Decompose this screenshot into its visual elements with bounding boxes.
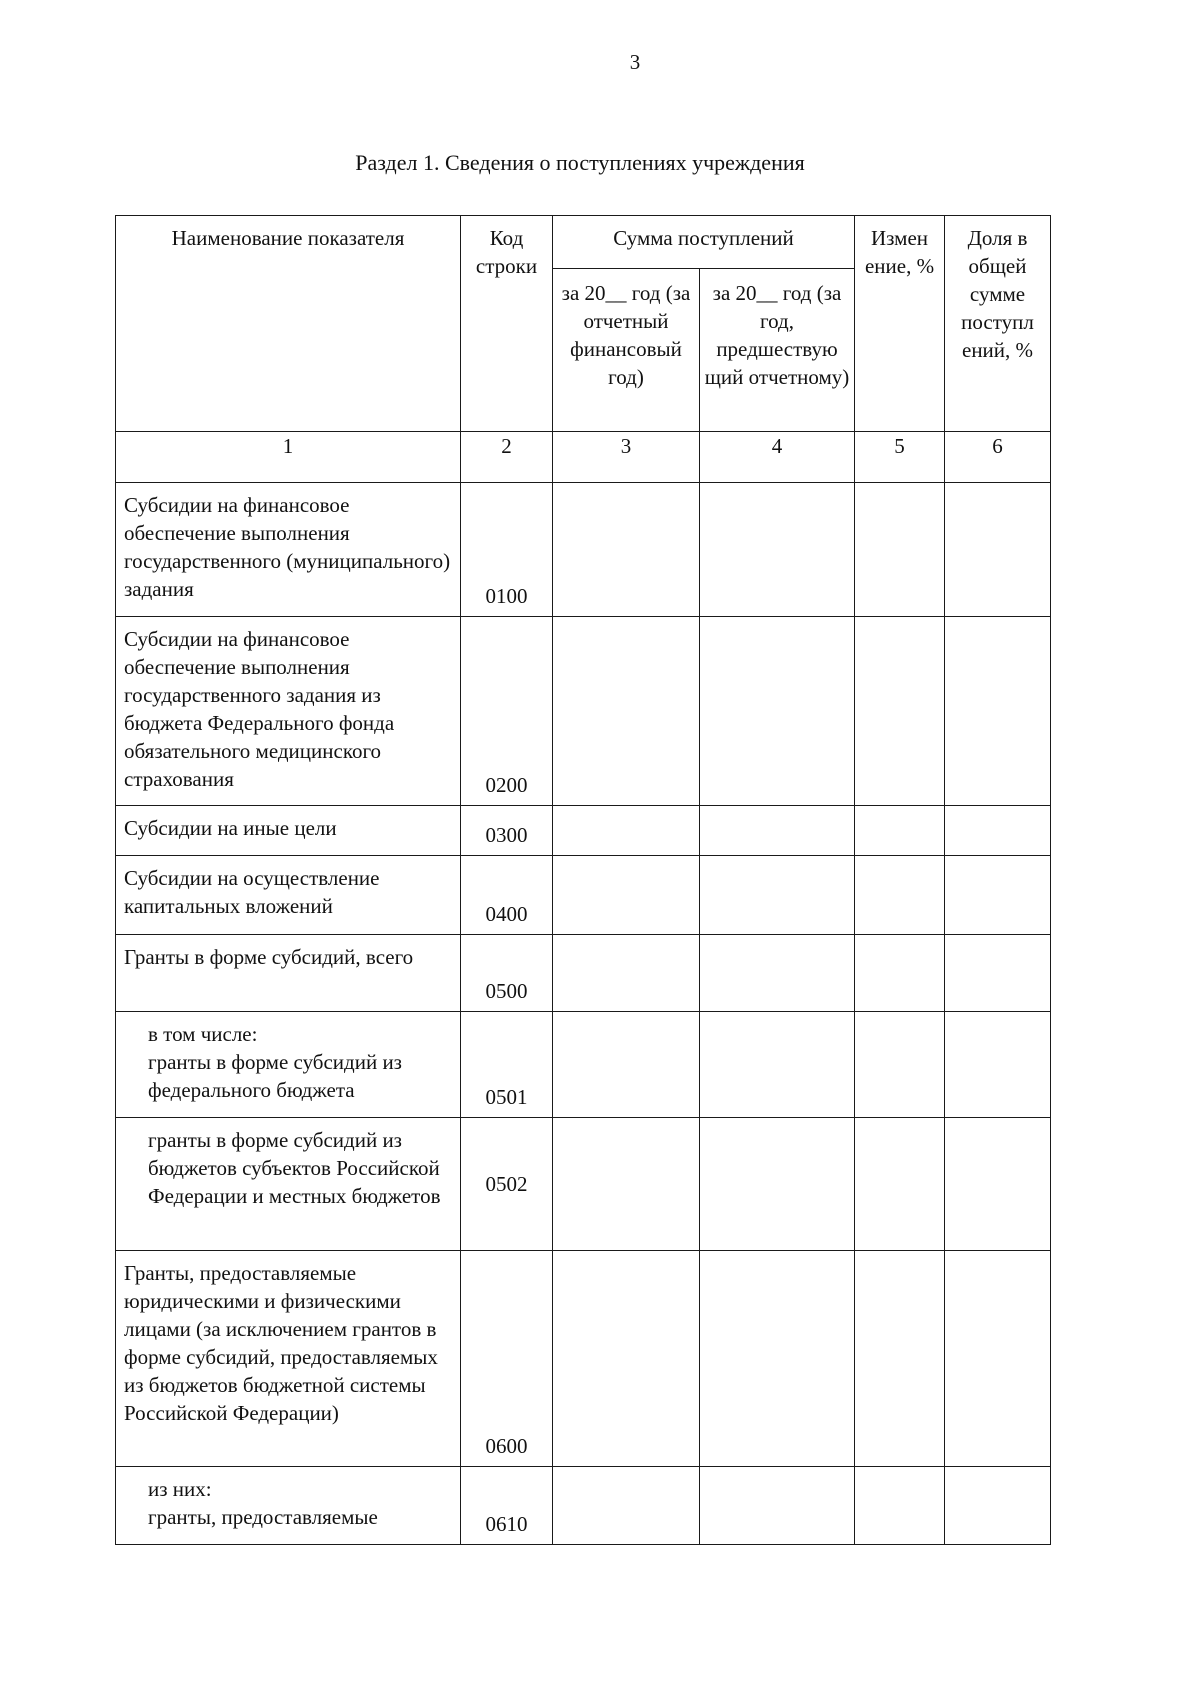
header-change: Измен ение, %: [855, 216, 945, 432]
row-name-prefix: в том числе:: [148, 1022, 258, 1046]
table-row: [116, 1467, 1051, 1545]
row-code: 0500: [461, 935, 553, 1012]
value-cell: [553, 1118, 700, 1251]
table-row: [116, 806, 1051, 856]
row-code: 0502: [461, 1118, 553, 1251]
row-name: Субсидии на финансовое обеспечение выполнения государственного (муниципального) задания: [116, 483, 461, 617]
table-row: [116, 935, 1051, 1012]
header-name: Наименование показателя: [116, 216, 461, 432]
column-number: 5: [855, 432, 945, 483]
value-cell: [553, 935, 700, 1012]
row-code: 0300: [461, 806, 553, 856]
header-row: [116, 216, 1051, 269]
value-cell: [700, 617, 855, 806]
value-cell: [700, 1118, 855, 1251]
row-code: 0501: [461, 1012, 553, 1118]
value-cell: [855, 483, 945, 617]
header-sum-previous: за 20__ год (за год, предшествую щий отчетному): [700, 269, 855, 432]
receipts-table: [115, 215, 1051, 1545]
value-cell: [700, 806, 855, 856]
row-name: Субсидии на осуществление капитальных вложений: [116, 856, 461, 935]
value-cell: [553, 856, 700, 935]
value-cell: [553, 483, 700, 617]
value-cell: [945, 856, 1051, 935]
row-code: 0610: [461, 1467, 553, 1545]
value-cell: [855, 1012, 945, 1118]
row-name: Субсидии на иные цели: [116, 806, 461, 856]
value-cell: [855, 1118, 945, 1251]
value-cell: [945, 1118, 1051, 1251]
table-row: [116, 483, 1051, 617]
row-name-text: гранты в форме субсидий из федерального бюджета: [148, 1050, 402, 1102]
column-number: 2: [461, 432, 553, 483]
table-row: [116, 1118, 1051, 1251]
value-cell: [700, 1251, 855, 1467]
value-cell: [945, 935, 1051, 1012]
table-row: [116, 856, 1051, 935]
value-cell: [700, 1467, 855, 1545]
value-cell: [855, 935, 945, 1012]
value-cell: [855, 617, 945, 806]
value-cell: [945, 1012, 1051, 1118]
value-cell: [945, 1467, 1051, 1545]
value-cell: [945, 617, 1051, 806]
section-title: Раздел 1. Сведения о поступлениях учреждения: [355, 150, 805, 175]
table-row: [116, 1251, 1051, 1467]
value-cell: [700, 483, 855, 617]
row-name-text: гранты, предоставляемые: [148, 1505, 378, 1529]
header-share: Доля в общей сумме поступл ений, %: [945, 216, 1051, 432]
column-numbers-row: [116, 432, 1051, 483]
row-code: 0200: [461, 617, 553, 806]
column-number: 1: [116, 432, 461, 483]
row-code: 0400: [461, 856, 553, 935]
value-cell: [855, 856, 945, 935]
row-name: [116, 1012, 461, 1118]
value-cell: [855, 1467, 945, 1545]
value-cell: [945, 1251, 1051, 1467]
value-cell: [700, 935, 855, 1012]
header-sum: Сумма поступлений: [553, 216, 855, 269]
column-number: 6: [945, 432, 1051, 483]
table-row: [116, 617, 1051, 806]
row-name: [116, 1467, 461, 1545]
value-cell: [553, 1467, 700, 1545]
row-code: 0600: [461, 1251, 553, 1467]
page-number: 3: [629, 50, 641, 74]
value-cell: [553, 806, 700, 856]
column-number: 3: [553, 432, 700, 483]
header-sum-current: за 20__ год (за отчетный финансовый год): [553, 269, 700, 432]
value-cell: [855, 806, 945, 856]
value-cell: [700, 1012, 855, 1118]
value-cell: [945, 806, 1051, 856]
table-row: [116, 1012, 1051, 1118]
row-name: Гранты, предоставляемые юридическими и физическими лицами (за исключением грантов в форме субсидий, предоставляемых из бюджетов бюджетной системы Российской Федерации): [116, 1251, 461, 1467]
value-cell: [553, 617, 700, 806]
column-number: 4: [700, 432, 855, 483]
row-code: 0100: [461, 483, 553, 617]
value-cell: [553, 1012, 700, 1118]
value-cell: [553, 1251, 700, 1467]
value-cell: [855, 1251, 945, 1467]
value-cell: [700, 856, 855, 935]
row-name: гранты в форме субсидий из бюджетов субъектов Российской Федерации и местных бюджетов: [116, 1118, 461, 1251]
header-code: Код строки: [461, 216, 553, 432]
value-cell: [945, 483, 1051, 617]
row-name-prefix: из них:: [148, 1477, 212, 1501]
row-name: Гранты в форме субсидий, всего: [116, 935, 461, 1012]
row-name: Субсидии на финансовое обеспечение выполнения государственного задания из бюджета Федерального фонда обязательного медицинского страхования: [116, 617, 461, 806]
